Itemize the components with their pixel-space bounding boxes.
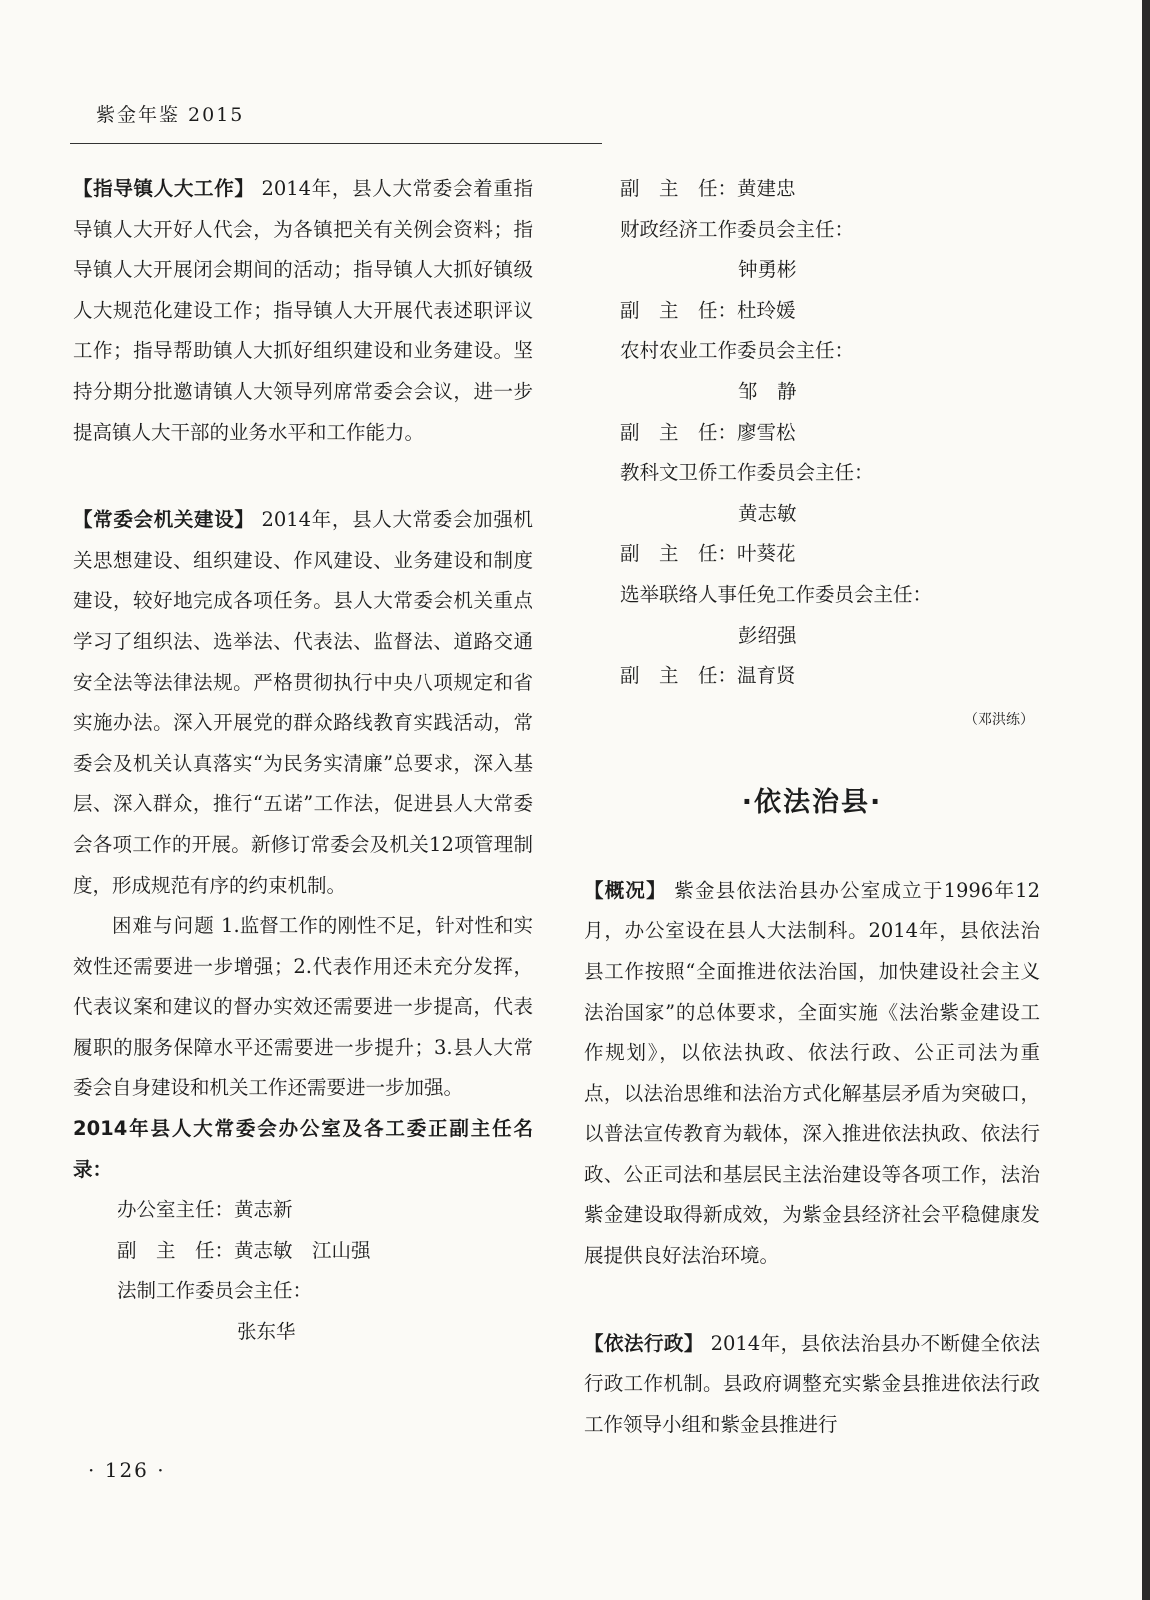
roster-line: 办公室主任：黄志新 <box>117 1198 293 1222</box>
paragraph-text: 1.监督工作的刚性不足，针对性和实效性还需要进一步增强；2.代表作用还未充分发挥，代表议案和建议的督办实效还需要进一步提高，代表履职的服务保障水平还需要进一步提升；3.县人大常委会自身建设和机关工作还需要进一步加强。 <box>73 914 533 1100</box>
author-credit: （邓洪练） <box>964 711 1034 728</box>
roster-line: 副 主 任：叶葵花 <box>620 542 796 566</box>
section-tag: 【指导镇人大工作】 <box>73 177 255 200</box>
paragraph-overview <box>584 871 1040 1277</box>
roster-line: 副 主 任：杜玲媛 <box>620 298 796 322</box>
roster-line: 副 主 任：廖雪松 <box>620 420 796 444</box>
roster-line: 选举联络人事任免工作委员会主任： <box>620 582 933 606</box>
roster-line: 教科文卫侨工作委员会主任： <box>620 461 874 485</box>
paragraph-text: 紫金县依法治县办公室成立于1996年12月，办公室设在县人大法制科。2014年，县依法治县工作按照“全面推进依法治国，加快建设社会主义法治国家”的总体要求，全面实施《法治紫金建设工作规划》，以依法执政、依法行政、公正司法为重点，以法治思维和法治方式化解基层矛盾为突破口，以普法宣传教育为载体，深入推进依法执政、依法行政、公正司法和基层民主法治建设等各项工作，法治紫金建设取得新成效，为紫金县经济社会平稳健康发展提供良好法治环境。 <box>584 878 1040 1268</box>
paragraph-office-building <box>73 500 533 906</box>
paragraph-text: 2014年，县人大常委会着重指导镇人大开好人代会，为各镇把关有关例会资料；指导镇人大开展闭会期间的活动；指导镇人大抓好镇级人大规范化建设工作；指导镇人大开展代表述职评议工作；指导帮助镇人大抓好组织建设和业务建设。坚持分期分批邀请镇人大领导列席常委会会议，进一步提高镇人大干部的业务水平和工作能力。 <box>73 177 533 444</box>
paragraph-gap <box>584 1277 1040 1324</box>
section-tag: 【常委会机关建设】 <box>73 508 255 532</box>
roster-name: 张东华 <box>237 1320 296 1344</box>
lead-in-label: 困难与问题 <box>112 914 215 938</box>
page-number: · 126 · <box>88 1458 166 1482</box>
section-title: ·依法治县· <box>741 786 883 818</box>
roster-name: 彭绍强 <box>738 623 797 647</box>
roster-name: 钟勇彬 <box>738 258 797 282</box>
roster-line: 副 主 任：温育贤 <box>620 664 796 688</box>
right-column <box>584 169 1040 1445</box>
roster-line: 农村农业工作委员会主任： <box>620 339 855 363</box>
paragraph-town-congress <box>73 169 533 453</box>
section-tag: 【依法行政】 <box>584 1331 704 1355</box>
roster-line: 副 主 任：黄建忠 <box>620 177 796 200</box>
running-head: 紫金年鉴 2015 <box>96 104 245 126</box>
roster-line: 法制工作委员会主任： <box>117 1279 313 1303</box>
roster-line: 财政经济工作委员会主任： <box>620 217 855 241</box>
paragraph-text: 2014年，县人大常委会加强机关思想建设、组织建设、作风建设、业务建设和制度建设，较好地完成各项任务。县人大常委会机关重点学习了组织法、选举法、代表法、监督法、道路交通安全法等法律法规。严格贯彻执行中央八项规定和省实施办法。深入开展党的群众路线教育实践活动，常委会及机关认真落实“为民务实清廉”总要求，深入基层、深入群众，推行“五诺”工作法，促进县人大常委会各项工作的开展。新修订常委会及机关12项管理制度，形成规范有序的约束机制。 <box>73 508 533 897</box>
paragraph-text: 2014年，县依法治县办不断健全依法行政工作机制。县政府调整充实紫金县推进依法行政工作领导小组和紫金县推进行 <box>584 1331 1040 1436</box>
paragraph-gap <box>73 453 533 500</box>
scan-edge <box>1142 0 1150 1600</box>
paragraph-lawful-admin <box>584 1324 1040 1446</box>
roster-name: 邹 静 <box>738 379 797 403</box>
section-tag: 【概况】 <box>584 878 667 902</box>
paragraph-problems <box>73 906 533 1109</box>
left-column <box>73 169 533 1353</box>
roster-line: 副 主 任：黄志敏 江山强 <box>117 1238 371 1262</box>
header-rule <box>70 143 602 144</box>
right-roster <box>584 169 1040 697</box>
roster-name: 黄志敏 <box>738 501 797 525</box>
roster-title: 2014年县人大常委会办公室及各工委正副主任名录： <box>73 1117 533 1181</box>
